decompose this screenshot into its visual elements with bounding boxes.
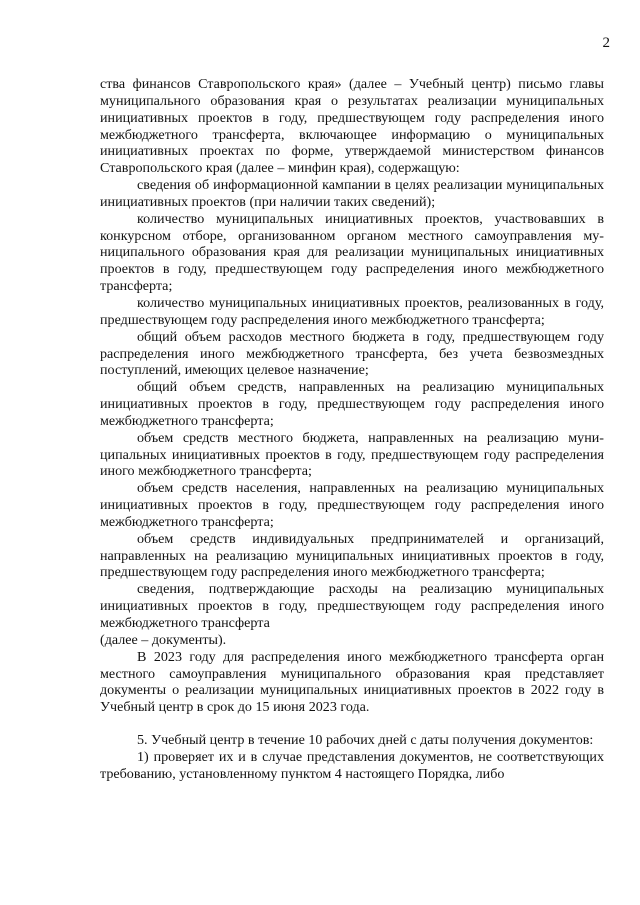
paragraph-expense-evidence: сведения, подтверждающие расходы на реализацию муниципальных инициативных проектов в году, предшествующем году распределения иного межбюджетного трансферта: [100, 581, 604, 631]
paragraph-info-campaign: сведения об информационной кампании в целях реализации муниципальных инициативных проектов (при наличии таких сведений);: [100, 177, 604, 210]
paragraph-total-local-expenses: общий объем расходов местного бюджета в году, предшествующем году распределения иного межбюджетного трансферта, без учета безвозмездных поступлений, имеющих целевое назначение;: [100, 328, 604, 379]
paragraph-local-budget-funds: объем средств местного бюджета, направленных на реализацию муниципальных инициативных проектов в году, предшествующем году распределения иного межбюджетного трансферта;: [100, 429, 604, 480]
paragraph-projects-competition: количество муниципальных инициативных проектов, участвовавших в конкурсном отборе, организованном органом местного самоуправления муниципального образования края для реализации муниципальных инициативных проектов в году, предшествующем году распределения иного межбюджетного трансферта;: [100, 210, 604, 295]
paragraph-entrepreneur-funds: объем средств индивидуальных предпринимателей и организаций, направленных на реализацию муниципальных инициативных проектов в году, предшествующем году распределения иного межбюджетного трансферта;: [100, 530, 604, 581]
paragraph-projects-implemented: количество муниципальных инициативных проектов, реализованных в году, предшествующем году распределения иного межбюджетного трансферта;: [100, 294, 604, 328]
paragraph-2023-deadline: В 2023 году для распределения иного межбюджетного трансферта орган местного самоуправления муниципального образования края представляет документы о реализации муниципальных инициативных проектов в 2022 году в Учебный центр в срок до 15 июня 2023 года.: [100, 648, 604, 716]
paragraph-documents-definition: (далее – документы).: [100, 631, 227, 648]
paragraph-item-1: 1) проверяет их и в случае представления документов, не соответствующих требованию, установленному пунктом 4 настоящего Порядка, либо: [100, 748, 604, 782]
paragraph-intro-continued: ства финансов Ставропольского края» (далее – Учебный центр) письмо главы муниципального образования края о результатах реализации муниципальных инициативных проектов в году, предшествующем году распределения иного межбюджетного трансферта, включающее информацию о муниципальных инициативных проектах по форме, утверждаемой министерством финансов Ставропольского края (далее – минфин края), содержащую:: [100, 76, 604, 177]
paragraph-section-5: 5. Учебный центр в течение 10 рабочих дней с даты получения документов:: [137, 732, 594, 749]
paragraph-total-funds: общий объем средств, направленных на реализацию муниципальных инициативных проектов в году, предшествующем году распределения иного межбюджетного трансферта;: [100, 379, 604, 429]
page-number: 2: [602, 35, 610, 51]
document-body: [100, 76, 604, 783]
paragraph-population-funds: объем средств населения, направленных на реализацию муниципальных инициативных проектов в году, предшествующем году распределения иного межбюджетного трансферта;: [100, 480, 604, 530]
